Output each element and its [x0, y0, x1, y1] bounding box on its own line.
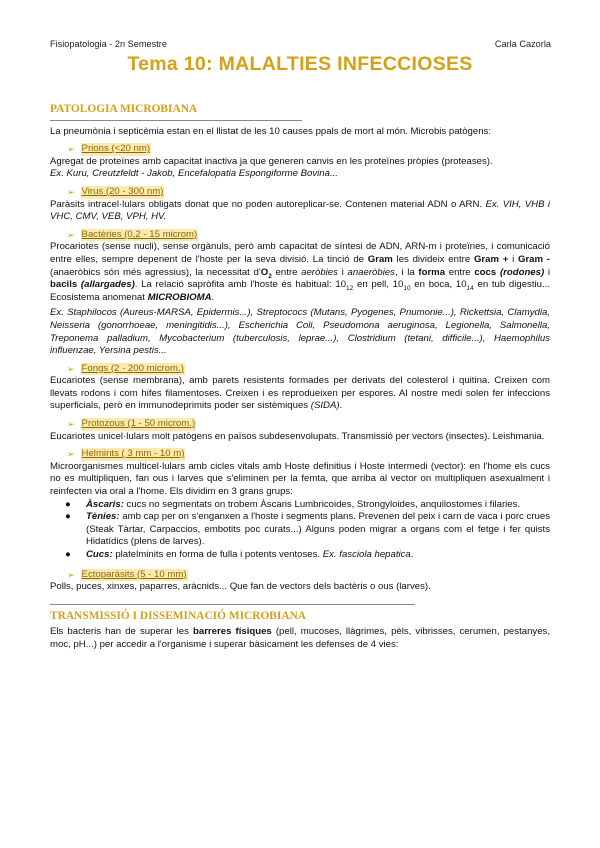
subheading-virus [67, 186, 550, 199]
list-item: ● Tènies: amb cap per on s'enganxen a l'hoste i segments plans. Prevenen del peix i carn de vaca i porc crues (Steak Tàrtar, Carpaccios, embotits poc curats...) Alguns poden migrar a organs com el fetge i fer quists Hidatídics (plens de larves). [65, 511, 550, 548]
arrow-bullet-icon: ➢ [67, 186, 75, 197]
subheading-label: Fongs (2 - 200 microm.) [81, 362, 184, 374]
arrow-bullet-icon: ➢ [67, 419, 75, 430]
arrow-bullet-icon: ➢ [67, 569, 75, 580]
bullet-dot-icon: ● [65, 498, 71, 510]
arrow-bullet-icon: ➢ [67, 144, 75, 155]
intro-paragraph: La pneumònia i septicèmia estan en el llistat de les 10 causes ppals de mort al món. Microbis patògens: [50, 125, 492, 137]
arrow-bullet-icon: ➢ [67, 449, 75, 460]
subheading-helmints [67, 448, 550, 461]
subheading-label: Virus (20 - 300 nm) [81, 185, 164, 197]
subheading-prions [67, 143, 550, 156]
arrow-bullet-icon: ➢ [67, 229, 75, 240]
subheading-label: Prions (<20 nm) [81, 143, 151, 155]
subheading-label: Bactèries (0,2 - 15 microm) [81, 228, 198, 240]
header-author: Carla Cazorla [494, 39, 551, 49]
bullet-dot-icon: ● [65, 549, 71, 560]
section-title-transmissio: TRANSMISSIÓ I DISSEMINACIÓ MICROBIANA [50, 609, 307, 622]
section-rule [50, 604, 415, 605]
section-rule [50, 120, 302, 121]
virus-paragraph: Paràsits intracel·lulars obligats donat que no poden autoreplicar-se. Contenen material ADN o ARN. Ex. VIH, VHB i VHC, CMV, VEB, VPH, HV. [50, 198, 551, 223]
header-course: Fisiopatologia - 2n Semestre [50, 39, 167, 49]
page-title: Tema 10: MALALTIES INFECCIOSES [127, 53, 473, 75]
subheading-protozous [67, 418, 550, 431]
protozous-paragraph: Eucariotes unicel·lulars molt patògens en països subdesenvolupats. Transmissió per vectors (insectes). Leishmania. [50, 430, 545, 442]
bacteries-paragraph: Procariotes (sense nucli), sense orgànuls, però amb capacitat de síntesi de ADN, ARN-m i proteïnes, i comunicació entre elles, sempre depenent de l'hoste per la seva divisió. La tinció de Gram les divideix entre Gram + i Gram - (anaeròbics són més agressius), la necessitat $d'O_2$ entre aeròbies i anaeròbies, i la forma entre cocs (rodones) i bacils (allargades). La relació sapròfita amb l'hoste és habitual: $10_{12}$ en pell, $10_{10}$ en boca, $10_{14}$ en tub digestiu... Ecosistema anomenat MICROBIOMA. [50, 241, 551, 303]
transmissio-paragraph: Els bacteris han de superar les barreres físiques (pell, mucoses, llàgrimes, pèls, vibrisses, cerumen, pestanyes, moc, pH...) per accedir a l'organisme i superar bàsicament les defenses de 4 vies: [50, 626, 550, 650]
prions-paragraph: Agregat de proteïnes amb capacitat inactiva ja que generen canvis en les proteïnes pròpies (proteases). Ex. Kuru, Creutzfeldt - Jakob, Encefalopatia Espongiforme Bovina... [50, 155, 493, 180]
section-title-patologia: PATOLOGIA MICROBIANA [50, 103, 198, 115]
helmints-list [50, 499, 550, 562]
list-item: ● Cucs: platelminits en forma de fulla i potents ventoses. Ex. fasciola hepatica. [65, 549, 414, 560]
subheading-ectoparasits [67, 569, 550, 582]
subheading-fongs [67, 363, 550, 376]
subheading-label: Helmints ( 3 mm - 10 m) [81, 448, 185, 460]
ectoparasits-paragraph: Polls, puces, xinxes, paparres, aràcnids... Que fan de vectors dels bactèris o ous (larves). [50, 581, 431, 593]
subheading-label: Protozous (1 - 50 microm.) [81, 418, 196, 430]
subheading-label: Ectoparàsits (5 - 10 mm) [81, 568, 187, 580]
list-item: ● Àscaris: cucs no segmentats on trobem Àscaris Lumbricoides, Strongyloides, anquilostomes i filaries. [65, 498, 521, 510]
fongs-paragraph: Eucariotes (sense membrana), amb parets resistents formades per derivats del colesterol i quitina. Creixen com llevats rodons i com hifes filamentoses. Creixen i es reprodueixen per espores. Al nostre medi solen fer infeccions superficials, però en immunodeprimits poder ser sistèmiques (SIDA). [50, 375, 550, 412]
bullet-dot-icon: ● [65, 511, 71, 523]
document-body [50, 103, 550, 652]
helmints-paragraph: Microorganismes multicel·lulars amb cicles vitals amb Hoste definitius i Hoste intermedi (vector): en l'home els cucs no es multipliquen, fan ous i larves que s'eliminen per la femta, que arriba al vector on multipliquen asexualment i reinfecten via oral a l'home. Els dividim en 3 grans grups: [50, 460, 550, 498]
arrow-bullet-icon: ➢ [67, 363, 75, 374]
bacteries-examples: Ex. Staphilocos (Aureus-MARSA, Epidermis...), Streptococs (Mutans, Pyogenes, Pnumonie...), Rickettsia, Clamydia, Neisseria (gonorrhoeae, meningitidis...), Escherichia Coli, Pseudomona aeruginosa, Legionella, Salmonella, Treponema palladium, Mycobacterium (tuberculosis, leprae...), Clostridium (tetani, difficile...), Haemophilus influenzae, Yersina pestis... [50, 307, 550, 357]
subheading-bacteries [67, 229, 550, 242]
